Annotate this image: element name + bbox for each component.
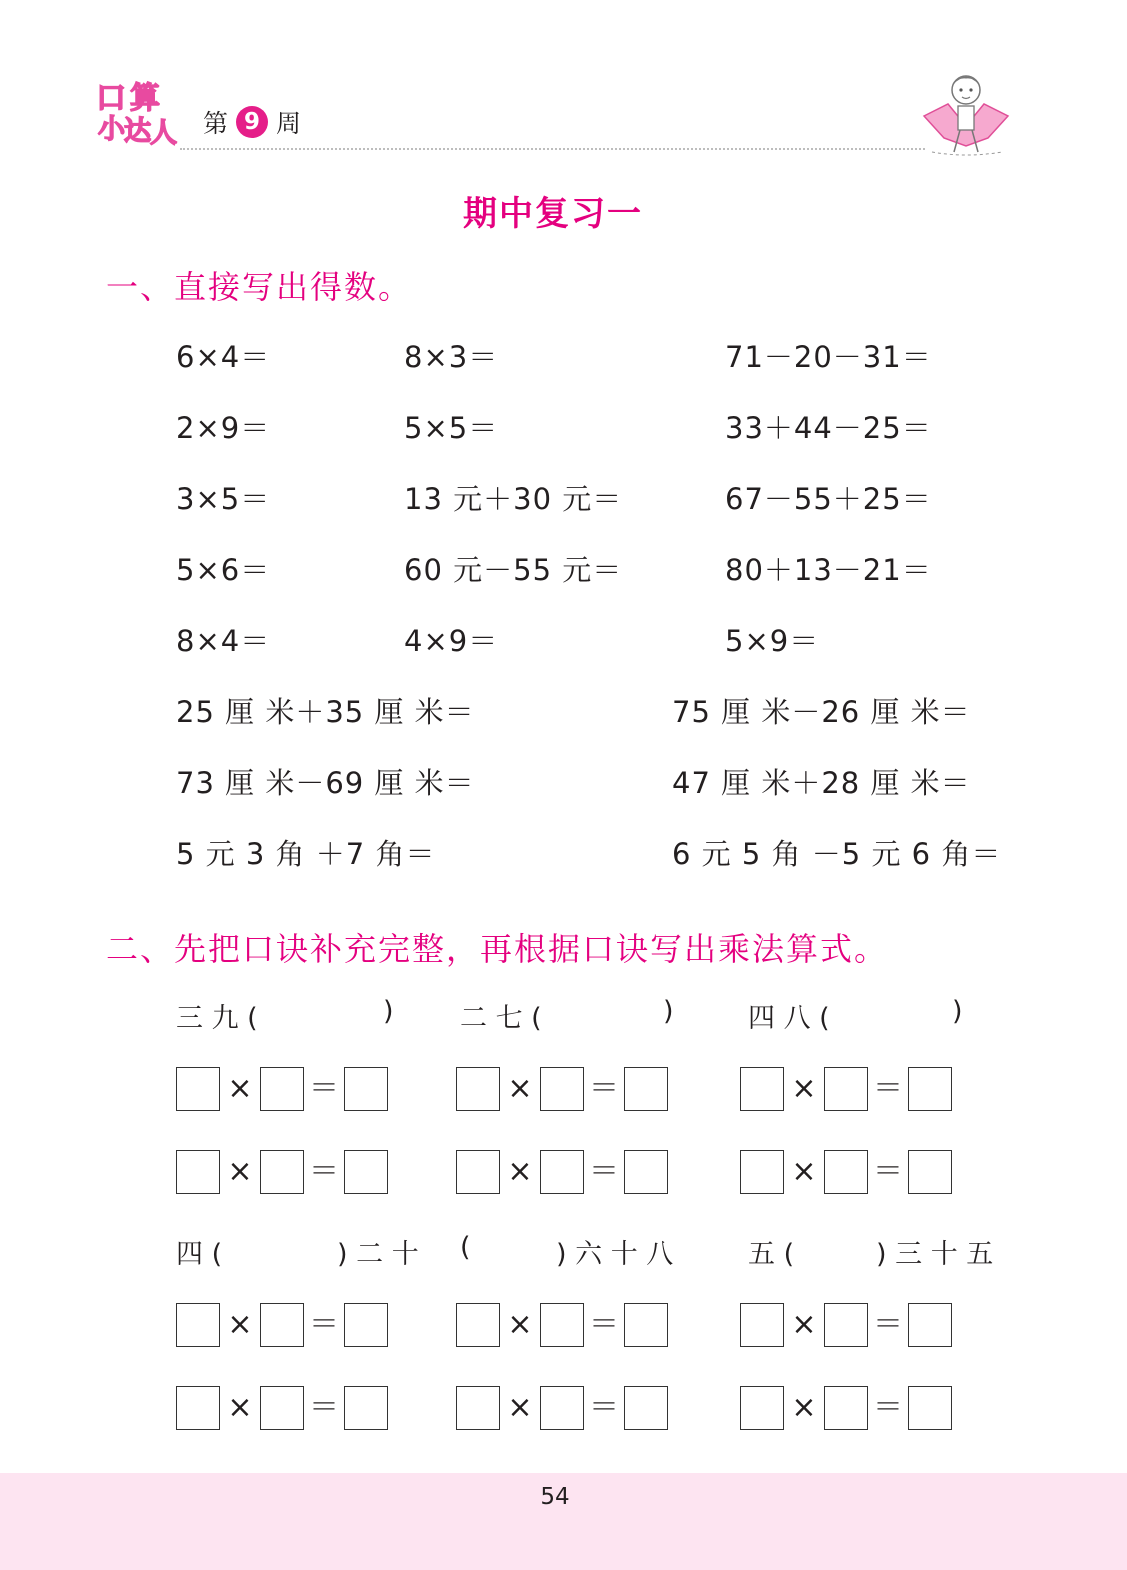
answer-box[interactable] xyxy=(260,1067,304,1111)
times-sign: × xyxy=(791,1154,817,1189)
answer-box[interactable] xyxy=(260,1303,304,1347)
answer-box[interactable] xyxy=(176,1067,220,1111)
oral-calc-item: 67－55＋25＝ xyxy=(725,482,932,516)
equals-sign: ＝ xyxy=(309,1390,339,1425)
times-sign: × xyxy=(227,1154,253,1189)
logo-char: 算 xyxy=(130,81,160,116)
answer-box[interactable] xyxy=(176,1386,220,1430)
oral-calc-item: 8×3＝ xyxy=(404,340,499,374)
oral-calc-item: 33＋44－25＝ xyxy=(725,411,932,445)
equation-row xyxy=(740,1303,952,1347)
oral-calc-item: 6 元 5 角 －5 元 6 角＝ xyxy=(672,837,1002,871)
equals-sign: ＝ xyxy=(309,1071,339,1106)
equals-sign: ＝ xyxy=(873,1071,903,1106)
answer-box[interactable] xyxy=(740,1386,784,1430)
times-sign: × xyxy=(507,1154,533,1189)
oral-calc-item: 5×9＝ xyxy=(725,624,820,658)
equals-sign: ＝ xyxy=(309,1154,339,1189)
mnemonic-blank-open: ( xyxy=(460,1232,471,1263)
oral-calc-item: 75 厘 米－26 厘 米＝ xyxy=(672,695,971,729)
answer-box[interactable] xyxy=(456,1303,500,1347)
times-sign: × xyxy=(227,1390,253,1425)
mnemonic-blank-close: ) 二 十 xyxy=(337,1239,419,1270)
answer-box[interactable] xyxy=(908,1067,952,1111)
oral-calc-item: 5×5＝ xyxy=(404,411,499,445)
oral-calc-item: 71－20－31＝ xyxy=(725,340,932,374)
answer-box[interactable] xyxy=(624,1303,668,1347)
mnemonic-blank-open: 四 ( xyxy=(176,1239,223,1270)
answer-box[interactable] xyxy=(456,1386,500,1430)
answer-box[interactable] xyxy=(540,1150,584,1194)
times-sign: × xyxy=(507,1071,533,1106)
answer-box[interactable] xyxy=(824,1303,868,1347)
answer-box[interactable] xyxy=(344,1303,388,1347)
equals-sign: ＝ xyxy=(873,1307,903,1342)
answer-box[interactable] xyxy=(540,1303,584,1347)
equals-sign: ＝ xyxy=(589,1307,619,1342)
mnemonic-blank-close: ) xyxy=(383,996,394,1027)
equals-sign: ＝ xyxy=(309,1307,339,1342)
equals-sign: ＝ xyxy=(589,1071,619,1106)
answer-box[interactable] xyxy=(540,1067,584,1111)
logo-char: 小 xyxy=(98,114,125,145)
equals-sign: ＝ xyxy=(589,1390,619,1425)
page-title: 期中复习一 xyxy=(463,194,643,234)
section2-heading: 二、先把口诀补充完整，再根据口诀写出乘法算式。 xyxy=(106,930,889,968)
oral-calc-item: 3×5＝ xyxy=(176,482,271,516)
section1-heading: 一、直接写出得数。 xyxy=(106,268,413,306)
answer-box[interactable] xyxy=(624,1150,668,1194)
equation-row xyxy=(176,1303,388,1347)
mnemonic-blank-open: 二 七 ( xyxy=(460,1003,542,1034)
equation-row xyxy=(176,1067,388,1111)
equation-row xyxy=(740,1067,952,1111)
oral-calc-item: 73 厘 米－69 厘 米＝ xyxy=(176,766,475,800)
answer-box[interactable] xyxy=(456,1067,500,1111)
answer-box[interactable] xyxy=(344,1067,388,1111)
answer-box[interactable] xyxy=(344,1386,388,1430)
oral-calc-item: 25 厘 米＋35 厘 米＝ xyxy=(176,695,475,729)
times-sign: × xyxy=(791,1307,817,1342)
header-divider xyxy=(180,148,925,150)
times-sign: × xyxy=(507,1390,533,1425)
brand-logo xyxy=(96,81,180,150)
oral-calc-item: 4×9＝ xyxy=(404,624,499,658)
oral-calc-item: 2×9＝ xyxy=(176,411,271,445)
equation-row xyxy=(456,1067,668,1111)
oral-calc-item: 13 元＋30 元＝ xyxy=(404,482,623,516)
answer-box[interactable] xyxy=(824,1150,868,1194)
answer-box[interactable] xyxy=(740,1150,784,1194)
oral-calc-item: 5×6＝ xyxy=(176,553,271,587)
oral-calc-item: 60 元－55 元＝ xyxy=(404,553,623,587)
mnemonic-blank-open: 五 ( xyxy=(748,1239,795,1270)
equals-sign: ＝ xyxy=(873,1154,903,1189)
answer-box[interactable] xyxy=(344,1150,388,1194)
oral-calc-item: 8×4＝ xyxy=(176,624,271,658)
answer-box[interactable] xyxy=(740,1067,784,1111)
mnemonic-blank-close: ) xyxy=(663,996,674,1027)
answer-box[interactable] xyxy=(740,1303,784,1347)
equation-row xyxy=(456,1150,668,1194)
answer-box[interactable] xyxy=(456,1150,500,1194)
answer-box[interactable] xyxy=(176,1150,220,1194)
answer-box[interactable] xyxy=(260,1386,304,1430)
oral-calc-item: 80＋13－21＝ xyxy=(725,553,932,587)
times-sign: × xyxy=(507,1307,533,1342)
answer-box[interactable] xyxy=(176,1303,220,1347)
answer-box[interactable] xyxy=(824,1067,868,1111)
equation-row xyxy=(740,1386,952,1430)
oral-calc-item: 5 元 3 角 ＋7 角＝ xyxy=(176,837,436,871)
logo-char: 口 xyxy=(96,81,126,116)
answer-box[interactable] xyxy=(624,1067,668,1111)
answer-box[interactable] xyxy=(908,1303,952,1347)
week-suffix: 周 xyxy=(276,109,302,138)
oral-calc-item: 6×4＝ xyxy=(176,340,271,374)
answer-box[interactable] xyxy=(908,1150,952,1194)
page-number: 54 xyxy=(540,1484,570,1510)
answer-box[interactable] xyxy=(540,1386,584,1430)
mnemonic-blank-close: ) 三 十 五 xyxy=(876,1239,994,1270)
mnemonic-blank-close: ) xyxy=(952,996,963,1027)
answer-box[interactable] xyxy=(824,1386,868,1430)
times-sign: × xyxy=(791,1390,817,1425)
equation-row xyxy=(740,1150,952,1194)
equation-row xyxy=(456,1303,668,1347)
mascot-illustration xyxy=(918,68,1014,160)
times-sign: × xyxy=(227,1071,253,1106)
logo-char: 人 xyxy=(150,118,177,149)
answer-box[interactable] xyxy=(260,1150,304,1194)
week-number-badge: 9 xyxy=(236,106,268,138)
equation-row xyxy=(456,1386,668,1430)
mnemonic-blank-open: 四 八 ( xyxy=(748,1003,830,1034)
times-sign: × xyxy=(227,1307,253,1342)
week-label xyxy=(203,104,301,140)
times-sign: × xyxy=(791,1071,817,1106)
oral-calc-item: 47 厘 米＋28 厘 米＝ xyxy=(672,766,971,800)
week-prefix: 第 xyxy=(203,109,229,138)
answer-box[interactable] xyxy=(908,1386,952,1430)
equation-row xyxy=(176,1386,388,1430)
equals-sign: ＝ xyxy=(873,1390,903,1425)
mnemonic-blank-open: 三 九 ( xyxy=(176,1003,258,1034)
answer-box[interactable] xyxy=(624,1386,668,1430)
equation-row xyxy=(176,1150,388,1194)
logo-char: 达 xyxy=(124,116,151,147)
mnemonic-blank-close: ) 六 十 八 xyxy=(556,1239,674,1270)
equals-sign: ＝ xyxy=(589,1154,619,1189)
